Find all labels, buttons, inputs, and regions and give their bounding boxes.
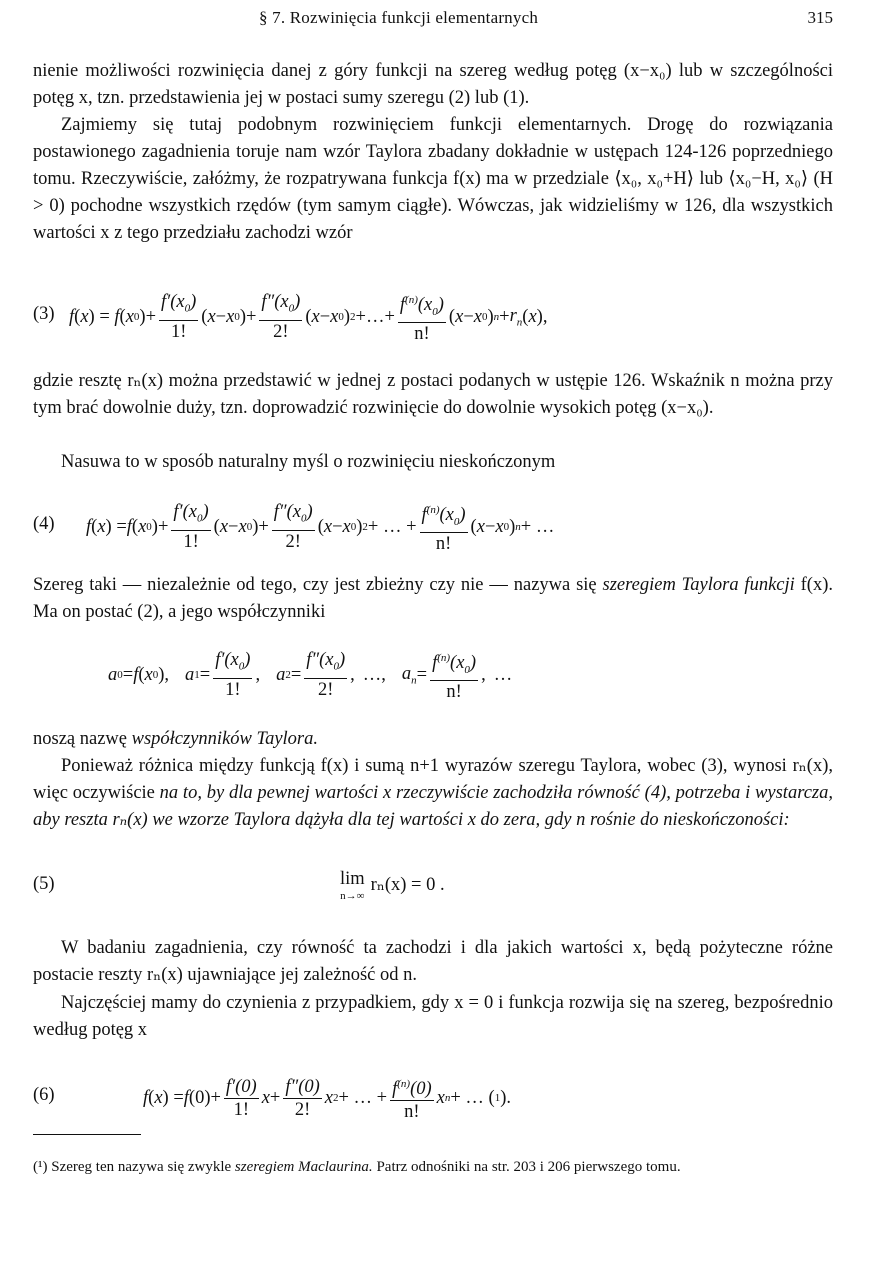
paragraph-6: noszą nazwę współczynników Taylora. [33,729,319,749]
section-title: § 7. Rozwinięcia funkcji elementarnych [259,8,539,27]
paragraph-7: Ponieważ różnica między funkcją f(x) i sumą n+1 wyrazów szeregu Taylora, wobec (3), wynosi rₙ(x), więc oczywiście na to, by dla pewnej wartości x rzeczywiście zachodziła równość (4), potrzeba i wystarcza, aby reszta rₙ(x) we wzorze Taylora dążyła dla tej wartości x do zera, gdy n rośnie do nieskończoności: [33,756,833,830]
term-taylor-coefficients: współczynników Taylora. [131,729,319,749]
running-header [33,8,833,30]
equation-label: (3) [33,304,55,324]
equation-body: f ( x ) = f ( x 0 )+ $f'(x_0)$ 1! ( x − x 0 )+ $f''(x_0)$ 2! ( x − x 0 ) 2 +…+ $f^{(n)}(x_0)$ n! ( x − x 0 ) n + $r_n$ ( x ), [69,287,547,347]
document-page [33,0,833,1263]
page-number: 315 [807,8,833,27]
paragraph-8: W badaniu zagadnienia, czy równość ta zachodzi i dla jakich wartości x, będą pożyteczne różne postacie reszty rₙ(x) ujawniające jej zależność od n. [33,938,833,985]
paragraph-9: Najczęściej mamy do czynienia z przypadkiem, gdy x = 0 i funkcja rozwija się na szereg, bezpośrednio według potęg x [33,993,833,1040]
paragraph-3: gdzie resztę rₙ(x) można przedstawić w jednej z postaci podanych w ustępie 126. Wskaźnik n można przy tym brać dowolnie duży, tzn. doprowadzić rozwinięcie do dowolnie wysokich potęg (x−x₀). [33,371,833,418]
equation-5 [33,860,833,910]
equation-3 [33,287,833,347]
equation-label: (4) [33,514,55,534]
footnote-mark: (¹) [33,1159,48,1175]
limit-operator: lim n→∞ [340,868,365,902]
taylor-coefficients [33,645,833,705]
footnote-rule [33,1134,141,1135]
equation-body: f ( x ) = f ( x 0 )+ $f'(x_0)$ 1! ( x − x 0 )+ $f''(x_0)$ 2! ( x − x 0 ) 2 + … + $f^{(n)}(x_0)$ n! ( x − x 0 ) n + … [86,497,554,557]
theorem-statement: na to, by dla pewnej wartości x rzeczywiście zachodziła równość (4), potrzeba i wystarcza, aby reszta rₙ(x) we wzorze Taylora dążyła dla tej wartości x do zera, gdy n rośnie do nieskończoności: [33,783,833,830]
term-taylor-series: szeregiem Taylora funkcji [602,575,795,595]
paragraph-5: Szereg taki — niezależnie od tego, czy jest zbieżny czy nie — nazywa się szeregiem Taylora funkcji f(x). Ma on postać (2), a jego współczynniki [33,575,834,622]
paragraph-4: Nasuwa to w sposób naturalny myśl o rozwinięciu nieskończonym [61,452,556,472]
equation-body: lim n→∞ rₙ(x) = 0 . [340,868,445,902]
paragraph-2: Zajmiemy się tutaj podobnym rozwinięciem funkcji elementarnych. Drogę do rozwiązania postawionego zagadnienia toruje nam wzór Taylora zbadany dokładnie w ustępach 124-126 poprzedniego tomu. Rzeczywiście, załóżmy, że rozpatrywana funkcja f(x) ma w przedziale ⟨x₀, x₀+H⟩ lub ⟨x₀−H, x₀⟩ (H > 0) pochodne wszystkich rzędów (tym samym ciągłe). Wówczas, jak widzieliśmy w 126, dla wszystkich wartości x z tego przedziału zachodzi wzór [33,115,833,243]
term-maclaurin-series: szeregiem Maclaurina. [234,1159,373,1175]
equation-4 [33,497,833,557]
equation-6 [33,1068,833,1128]
equation-body: f ( x ) = f (0)+ f′(0) 1! x + f″(0) 2! x 2 + … + $f^{(n)}(0)$ n! x n + … ( 1 ). [143,1068,511,1128]
equation-body: a 0 = f ( x 0 ), a 1 = $f'(x_0)$ 1! , a 2 = $f''(x_0)$ 2! , …, $a_n$ = $f^{(n)}(x_0)$ n! , … [108,645,512,705]
paragraph-1: nienie możliwości rozwinięcia danej z góry funkcji na szereg według potęg (x−x₀) lub w szczególności potęg x, tzn. przedstawienia jej w postaci sumy szeregu (2) lub (1). [33,61,833,108]
equation-label: (5) [33,874,55,894]
equation-label: (6) [33,1085,55,1105]
footnote: (¹) Szereg ten nazywa się zwykle szeregiem Maclaurina. Patrz odnośniki na str. 203 i 206 pierwszego tomu. [33,1159,681,1175]
